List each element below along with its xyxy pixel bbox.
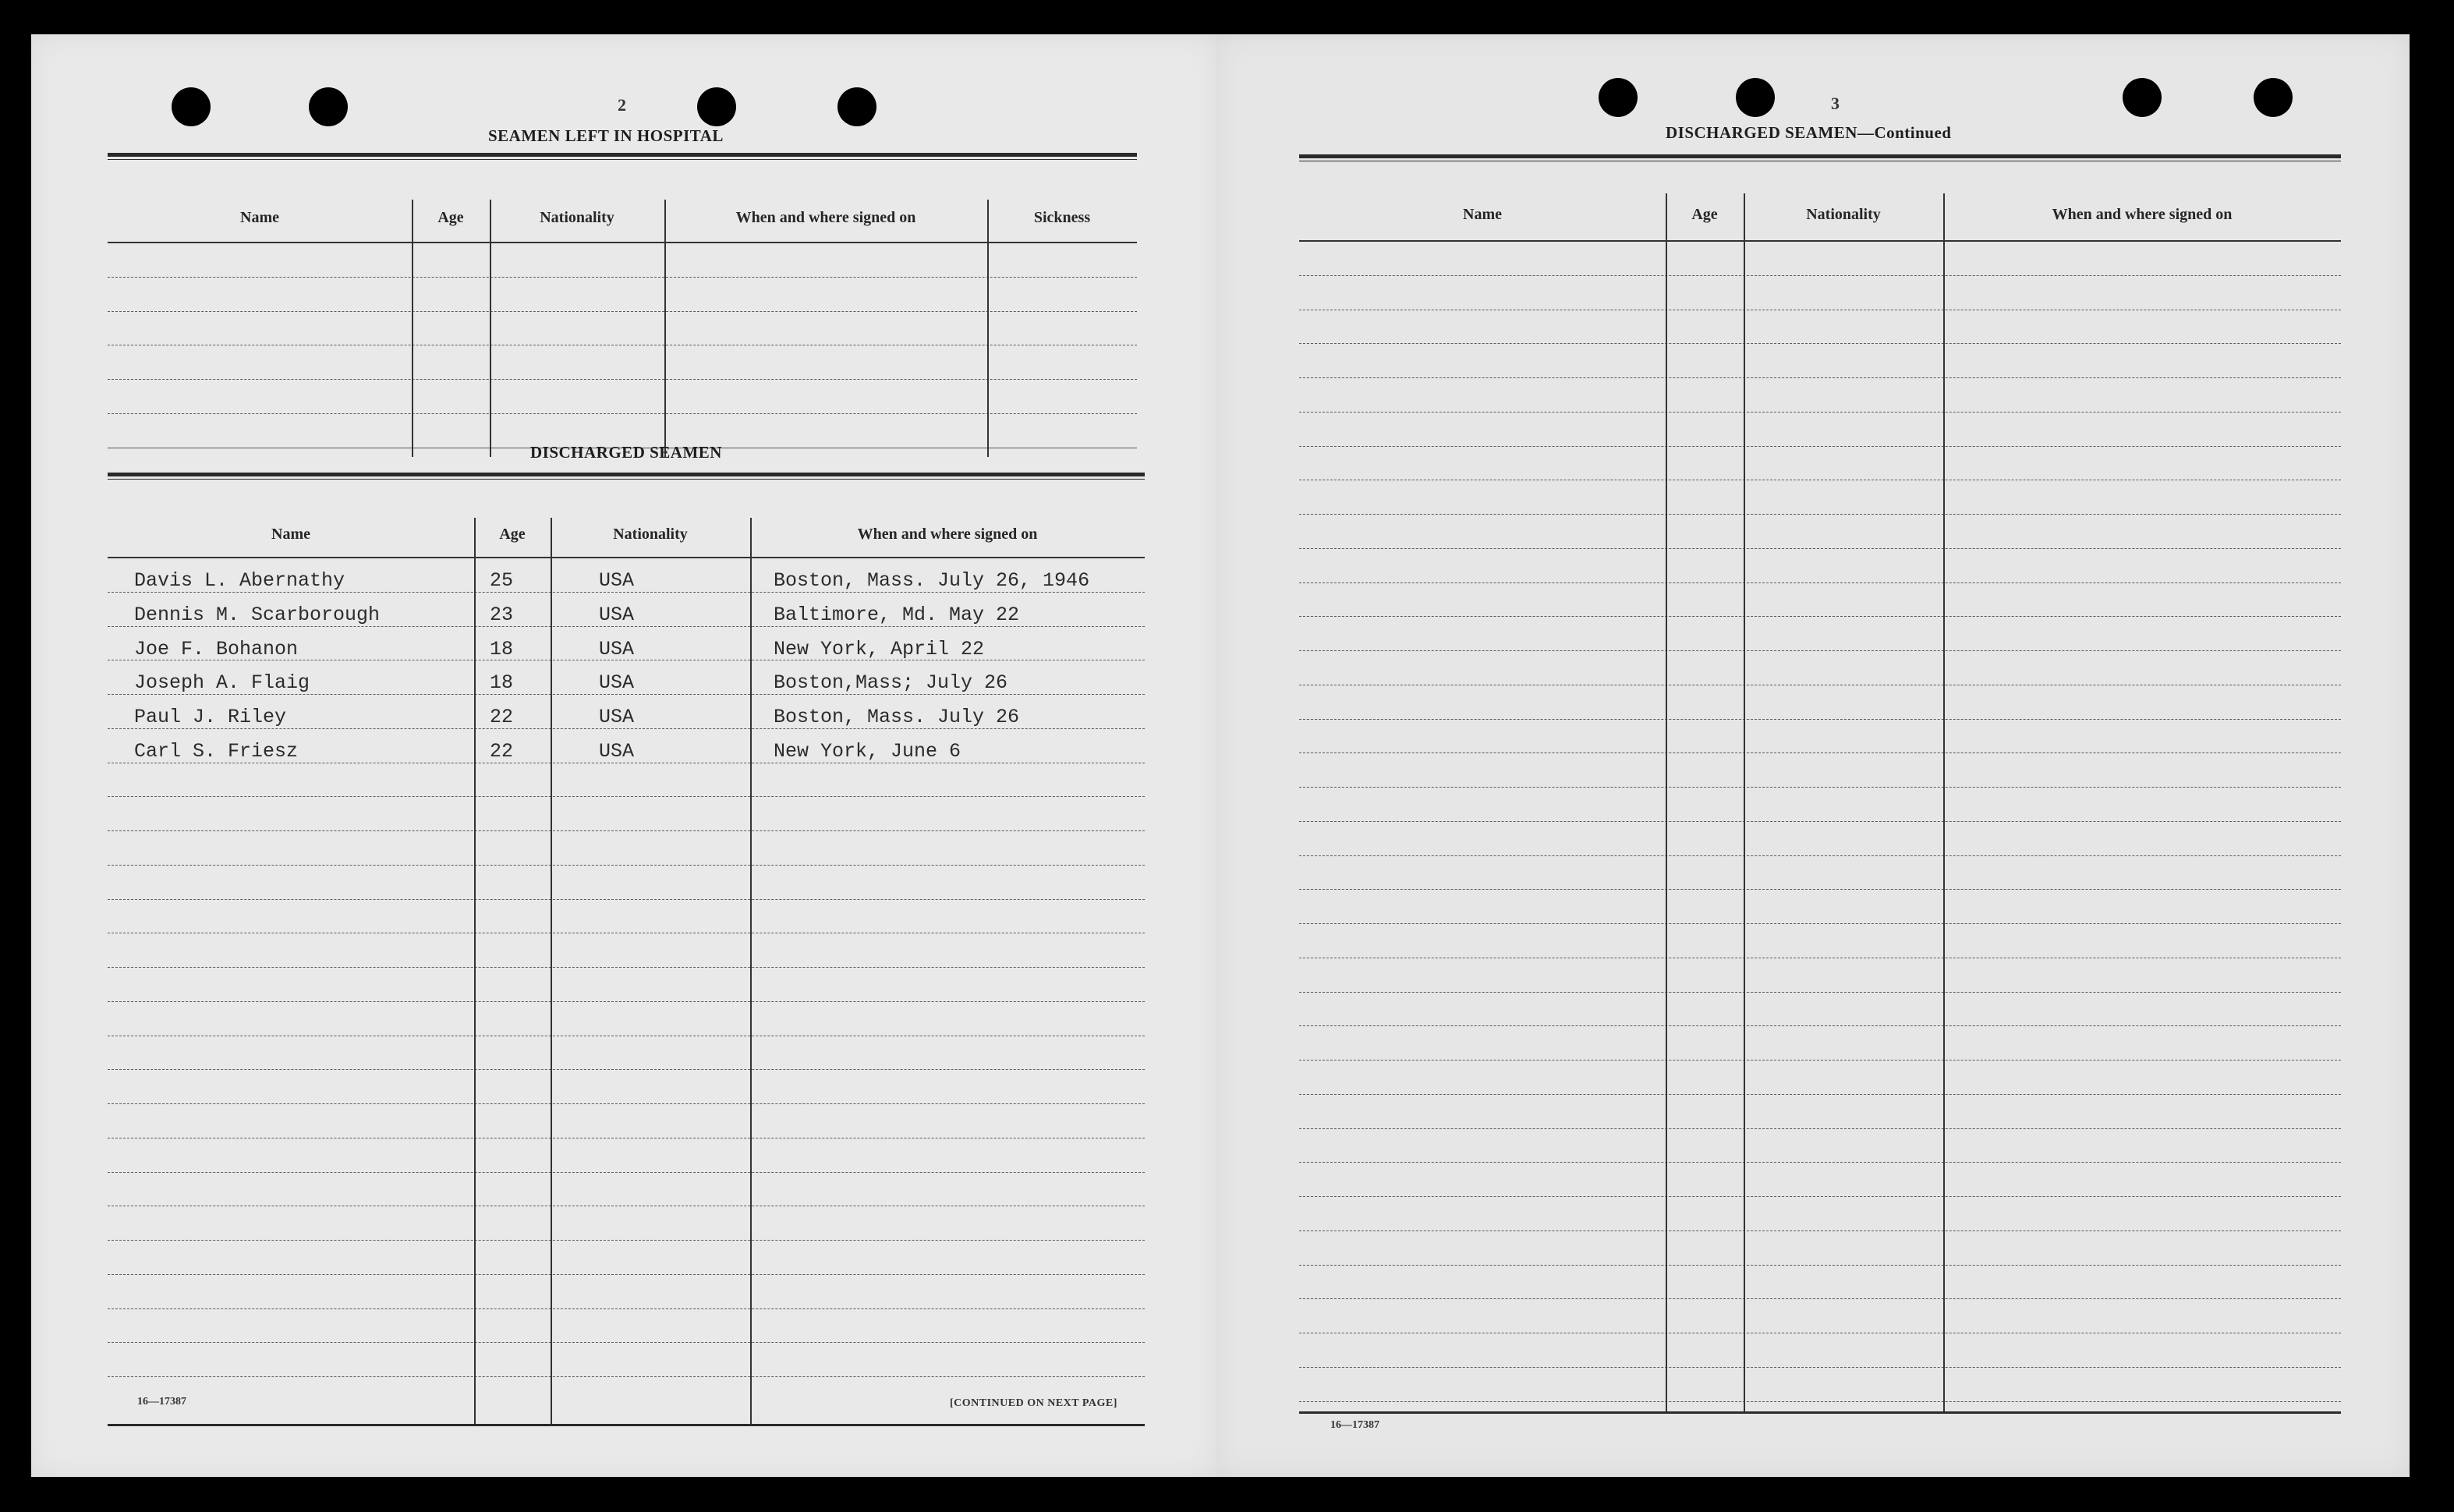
row-name: Paul J. Riley xyxy=(134,706,287,728)
punch-hole xyxy=(837,87,876,126)
row-nationality: USA xyxy=(599,603,635,626)
continued-note: [CONTINUED ON NEXT PAGE] xyxy=(950,1397,1117,1409)
continued-table xyxy=(1299,154,2341,1410)
row-age: 23 xyxy=(490,603,514,626)
table-row xyxy=(108,660,1145,695)
title-continued: —Continued xyxy=(1857,123,1952,142)
punch-hole xyxy=(1599,78,1638,117)
table-row xyxy=(1299,1026,2341,1061)
table-row xyxy=(1299,378,2341,413)
table-row xyxy=(108,380,1137,414)
table-row xyxy=(1299,822,2341,856)
punch-hole xyxy=(2123,78,2162,117)
table-row xyxy=(108,1138,1145,1173)
row-signed-on: New York, June 6 xyxy=(774,739,961,763)
table-row xyxy=(1299,1129,2341,1163)
table-row xyxy=(108,243,1137,278)
discharged-col-nationality: Nationality xyxy=(613,526,688,543)
row-signed-on: Boston, Mass. July 26 xyxy=(774,706,1020,728)
table-row xyxy=(1299,788,2341,822)
right-page xyxy=(1216,34,2410,1477)
table-row xyxy=(108,1002,1145,1036)
table-row xyxy=(108,729,1145,763)
table-row xyxy=(1299,583,2341,618)
form-code: 16—17387 xyxy=(137,1396,186,1408)
page-number: 3 xyxy=(1831,94,1840,113)
table-row xyxy=(108,1070,1145,1104)
row-nationality: USA xyxy=(599,739,635,763)
table-row xyxy=(108,1241,1145,1275)
table-row xyxy=(108,1173,1145,1207)
table-row xyxy=(1299,1163,2341,1197)
table-row xyxy=(108,1309,1145,1344)
page-number: 2 xyxy=(618,95,626,115)
hospital-table xyxy=(108,153,1137,455)
table-row xyxy=(1299,890,2341,924)
row-nationality: USA xyxy=(599,671,635,695)
table-row xyxy=(1299,515,2341,549)
continued-col-nationality: Nationality xyxy=(1806,206,1881,223)
table-row xyxy=(1299,1299,2341,1333)
table-row xyxy=(108,558,1145,593)
row-age: 18 xyxy=(490,671,514,695)
table-row xyxy=(1299,242,2341,276)
continued-rows xyxy=(1299,242,2341,1402)
table-row xyxy=(108,763,1145,798)
table-row xyxy=(1299,753,2341,788)
table-row xyxy=(108,1104,1145,1138)
row-name: Davis L. Abernathy xyxy=(134,569,345,592)
table-row xyxy=(108,312,1137,346)
table-row xyxy=(1299,549,2341,583)
discharged-col-name: Name xyxy=(271,526,310,543)
row-nationality: USA xyxy=(599,637,635,660)
hospital-col-name: Name xyxy=(240,209,279,226)
table-row xyxy=(108,831,1145,866)
row-signed-on: Boston, Mass. July 26, 1946 xyxy=(774,569,1090,592)
hospital-col-sickness: Sickness xyxy=(1033,209,1091,226)
table-row xyxy=(1299,276,2341,310)
title-main: DISCHARGED SEAMEN xyxy=(1666,123,1857,142)
table-row xyxy=(108,627,1145,661)
discharged-table xyxy=(108,473,1145,1386)
table-row xyxy=(1299,720,2341,754)
row-age: 18 xyxy=(490,637,514,660)
table-row xyxy=(1299,856,2341,891)
table-row xyxy=(108,593,1145,627)
table-row xyxy=(108,866,1145,900)
table-row xyxy=(1299,1061,2341,1095)
row-signed-on: Boston,Mass; July 26 xyxy=(774,671,1008,695)
discharged-col-signed-on: When and where signed on xyxy=(857,526,1038,543)
punch-hole xyxy=(1736,78,1775,117)
row-nationality: USA xyxy=(599,569,635,592)
row-name: Joseph A. Flaig xyxy=(134,671,310,695)
left-page xyxy=(31,34,1216,1477)
hospital-section-title: SEAMEN LEFT IN HOSPITAL xyxy=(488,126,724,145)
punch-hole xyxy=(2254,78,2293,117)
punch-hole xyxy=(697,87,736,126)
form-code: 16—17387 xyxy=(1330,1419,1379,1431)
row-name: Joe F. Bohanon xyxy=(134,637,299,660)
table-row xyxy=(1299,413,2341,447)
row-name: Dennis M. Scarborough xyxy=(134,603,381,626)
table-row xyxy=(108,345,1137,380)
row-name: Carl S. Friesz xyxy=(134,739,299,763)
table-row xyxy=(1299,617,2341,651)
table-row xyxy=(1299,310,2341,345)
row-signed-on: Baltimore, Md. May 22 xyxy=(774,603,1020,626)
discharged-rows xyxy=(108,558,1145,1377)
row-age: 25 xyxy=(490,569,514,592)
table-row xyxy=(1299,958,2341,993)
table-row xyxy=(108,695,1145,729)
table-row xyxy=(108,1206,1145,1241)
table-row xyxy=(1299,993,2341,1027)
continued-col-age: Age xyxy=(1691,206,1718,223)
table-row xyxy=(108,797,1145,831)
punch-hole xyxy=(309,87,348,126)
continued-col-signed-on: When and where signed on xyxy=(2052,206,2233,223)
table-row xyxy=(108,1275,1145,1309)
table-row xyxy=(108,1343,1145,1377)
row-signed-on: New York, April 22 xyxy=(774,637,985,660)
row-age: 22 xyxy=(490,739,514,763)
table-row xyxy=(1299,480,2341,515)
hospital-col-age: Age xyxy=(437,209,464,226)
table-row xyxy=(1299,651,2341,685)
table-row xyxy=(1299,924,2341,958)
discharged-continued-title xyxy=(1666,123,1951,143)
punch-hole xyxy=(172,87,211,126)
table-row xyxy=(1299,1368,2341,1402)
table-row xyxy=(1299,1231,2341,1266)
hospital-rows xyxy=(108,243,1137,448)
table-row xyxy=(1299,1333,2341,1368)
continued-col-name: Name xyxy=(1463,206,1502,223)
table-row xyxy=(1299,344,2341,378)
table-row xyxy=(1299,685,2341,720)
row-nationality: USA xyxy=(599,706,635,728)
table-row xyxy=(1299,1266,2341,1300)
table-row xyxy=(108,968,1145,1002)
table-row xyxy=(108,933,1145,968)
hospital-col-nationality: Nationality xyxy=(540,209,614,226)
discharged-col-age: Age xyxy=(499,526,526,543)
table-row xyxy=(108,1036,1145,1071)
table-row xyxy=(1299,447,2341,481)
table-row xyxy=(1299,1095,2341,1129)
hospital-col-signed-on: When and where signed on xyxy=(735,209,916,226)
discharged-section-title: DISCHARGED SEAMEN xyxy=(530,443,722,462)
table-row xyxy=(108,278,1137,312)
table-row xyxy=(1299,1197,2341,1231)
row-age: 22 xyxy=(490,706,514,728)
table-row xyxy=(108,900,1145,934)
